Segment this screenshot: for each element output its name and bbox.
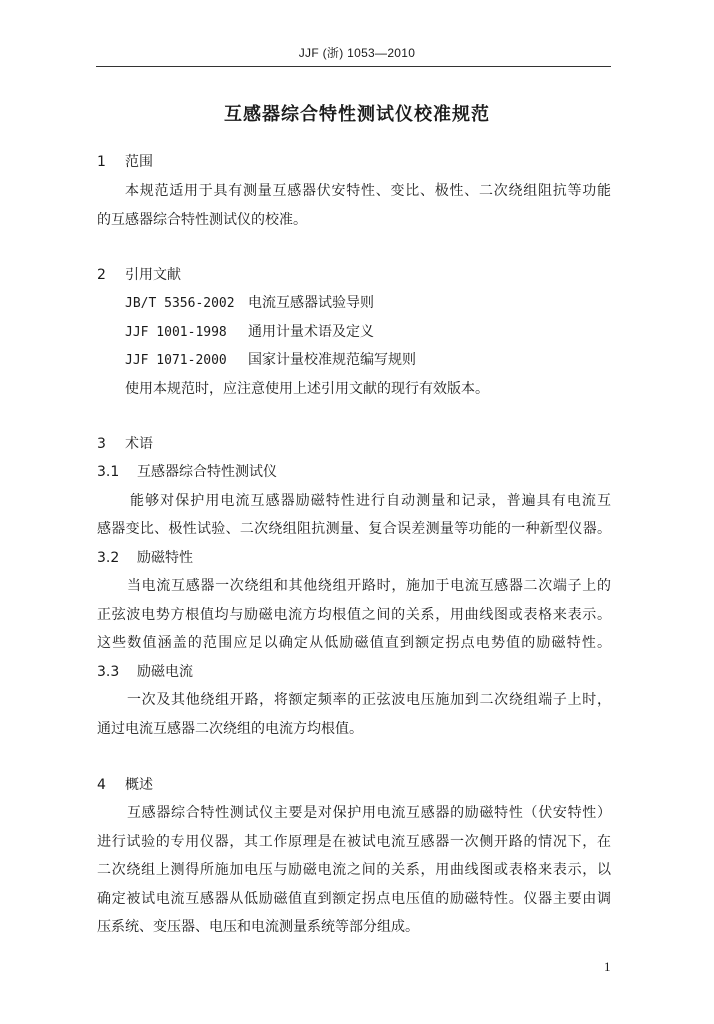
reference-item xyxy=(125,293,374,314)
term-3-2-line: 当电流互感器一次绕组和其他绕组开路时，施加于电流互感器二次端子上的 xyxy=(127,578,611,594)
header-divider xyxy=(96,66,611,67)
section-1-heading: 1 范围 xyxy=(97,154,153,170)
section-3-heading: 3 术语 xyxy=(97,436,153,452)
section-4-para-line: 进行试验的专用仪器，其工作原理是在被试电流互感器一次侧开路的情况下，在 xyxy=(97,834,611,850)
term-3-1-heading: 3.1 互感器综合特性测试仪 xyxy=(97,464,277,480)
section-2-heading: 2 引用文献 xyxy=(97,267,181,283)
reference-item xyxy=(125,322,374,343)
term-3-2-heading: 3.2 励磁特性 xyxy=(97,550,193,566)
reference-name: 电流互感器试验导则 xyxy=(248,295,374,311)
term-3-1-line: 感器变比、极性试验、二次绕组阻抗测量、复合误差测量等功能的一种新型仪器。 xyxy=(97,521,611,537)
section-4-para-line: 压系统、变压器、电压和电流测量系统等部分组成。 xyxy=(97,919,419,935)
reference-code: JJF 1001-1998 xyxy=(125,325,227,340)
reference-code: JB/T 5356-2002 xyxy=(125,296,235,311)
term-3-3-line: 通过电流互感器二次绕组的电流方均根值。 xyxy=(97,721,363,737)
section-4-heading: 4 概述 xyxy=(97,777,153,793)
term-3-2-line: 正弦波电势方根值均与励磁电流方均根值之间的关系，用曲线图或表格来表示。 xyxy=(97,607,611,623)
reference-note: 使用本规范时，应注意使用上述引用文献的现行有效版本。 xyxy=(125,381,489,397)
reference-code: JJF 1071-2000 xyxy=(125,353,227,368)
section-4-para-line: 互感器综合特性测试仪主要是对保护用电流互感器的励磁特性（伏安特性） xyxy=(127,805,611,821)
section-4-para-line: 确定被试电流互感器从低励磁值直到额定拐点电压值的励磁特性。仪器主要由调 xyxy=(97,891,611,907)
page-header: JJF (浙) 1053—2010 xyxy=(298,46,416,60)
reference-name: 通用计量术语及定义 xyxy=(248,324,374,340)
section-4-para-line: 二次绕组上测得所施加电压与励磁电流之间的关系，用曲线图或表格来表示，以 xyxy=(97,862,611,878)
term-3-1-line: 能够对保护用电流互感器励磁特性进行自动测量和记录，普遍具有电流互 xyxy=(130,493,611,509)
term-3-2-line: 这些数值涵盖的范围应足以确定从低励磁值直到额定拐点电势值的励磁特性。 xyxy=(97,635,611,651)
section-1-para-line: 本规范适用于具有测量互感器伏安特性、变比、极性、二次绕组阻抗等功能 xyxy=(125,183,611,199)
term-3-3-heading: 3.3 励磁电流 xyxy=(97,664,193,680)
term-3-3-line: 一次及其他绕组开路，将额定频率的正弦波电压施加到二次绕组端子上时， xyxy=(127,692,611,708)
document-title: 互感器综合特性测试仪校准规范 xyxy=(224,104,490,125)
reference-name: 国家计量校准规范编写规则 xyxy=(248,352,416,368)
section-1-para-line: 的互感器综合特性测试仪的校准。 xyxy=(97,212,307,228)
reference-item xyxy=(125,350,416,371)
page-number: 1 xyxy=(604,959,611,974)
